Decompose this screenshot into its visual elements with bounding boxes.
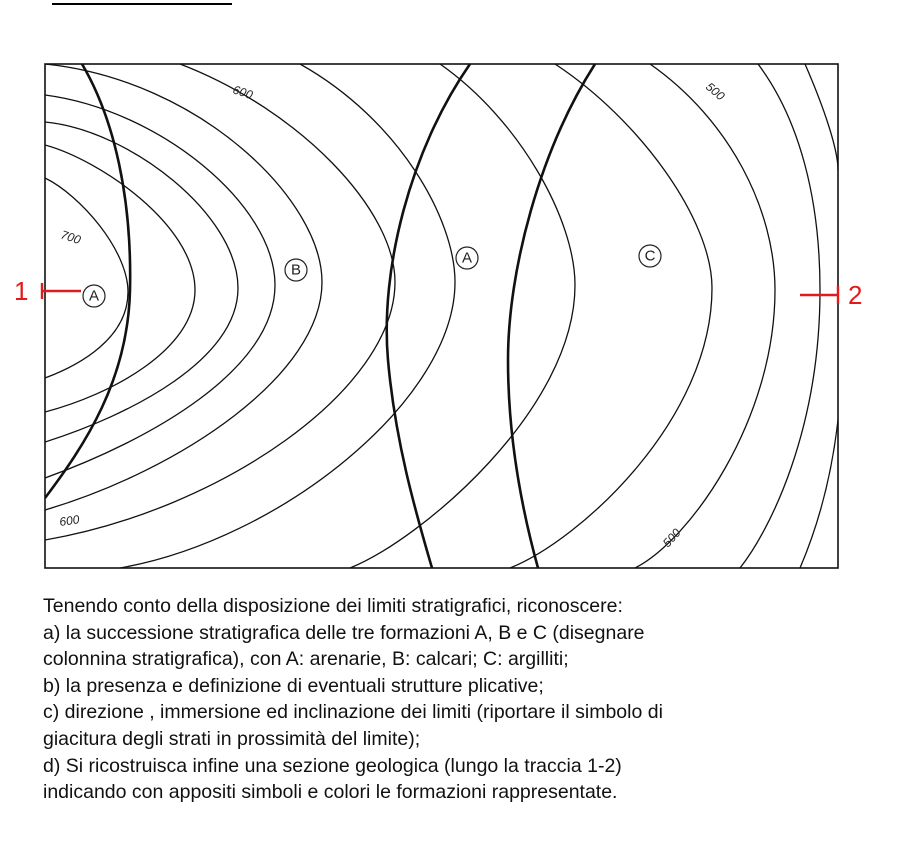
unit-marker-a	[456, 247, 478, 269]
contour-label: 600	[58, 512, 81, 529]
contour-label: 500	[703, 79, 728, 104]
contour-line	[350, 64, 575, 568]
trace-start-label: 1	[14, 276, 29, 306]
unit-marker-a	[83, 285, 105, 307]
contour-label: 700	[59, 227, 83, 248]
unit-marker-c	[639, 245, 661, 267]
exercise-instructions	[43, 593, 883, 806]
contour-line	[510, 64, 712, 568]
instruction-line: giacitura degli strati in prossimità del limite);	[43, 727, 421, 750]
unit-label: A	[461, 249, 473, 267]
trace-end-label: 2	[848, 280, 863, 310]
map-frame	[45, 64, 838, 568]
contour-label: 500	[659, 525, 684, 551]
contour-line	[45, 95, 275, 478]
instruction-line: Tenendo conto della disposizione dei limiti stratigrafici, riconoscere:	[43, 595, 623, 617]
contour-line	[45, 145, 195, 412]
unit-label: C	[644, 247, 656, 265]
contour-line	[800, 420, 838, 568]
contour-line	[635, 64, 775, 568]
section-trace-start	[42, 283, 81, 299]
contour-line	[45, 178, 128, 378]
stratigraphic-boundaries	[45, 64, 595, 568]
boundary-line	[387, 64, 473, 568]
unit-label: B	[290, 261, 302, 279]
unit-marker-b	[285, 259, 307, 281]
contour-line	[120, 64, 455, 568]
contour-line	[805, 64, 838, 170]
contour-label: 600	[231, 82, 255, 103]
instruction-line: colonnina stratigrafica), con A: arenarie, B: calcari; C: argilliti;	[43, 648, 569, 671]
instruction-line: c) direzione , immersione ed inclinazione dei limiti (riportare il simbolo di	[43, 701, 663, 724]
boundary-line	[508, 64, 595, 568]
contour-lines	[45, 64, 838, 568]
instruction-line: d) Si ricostruisca infine una sezione geologica (lungo la traccia 1-2)	[43, 754, 622, 777]
unit-label: A	[88, 287, 100, 305]
instruction-line: indicando con appositi simboli e colori le formazioni rappresentate.	[43, 781, 618, 804]
instruction-line: a) la successione stratigrafica delle tre formazioni A, B e C (disegnare	[43, 621, 645, 644]
contour-line	[740, 64, 820, 568]
section-trace-end	[800, 286, 838, 304]
boundary-line	[45, 64, 130, 498]
instruction-line: b) la presenza e definizione di eventuali strutture plicative;	[43, 674, 544, 697]
